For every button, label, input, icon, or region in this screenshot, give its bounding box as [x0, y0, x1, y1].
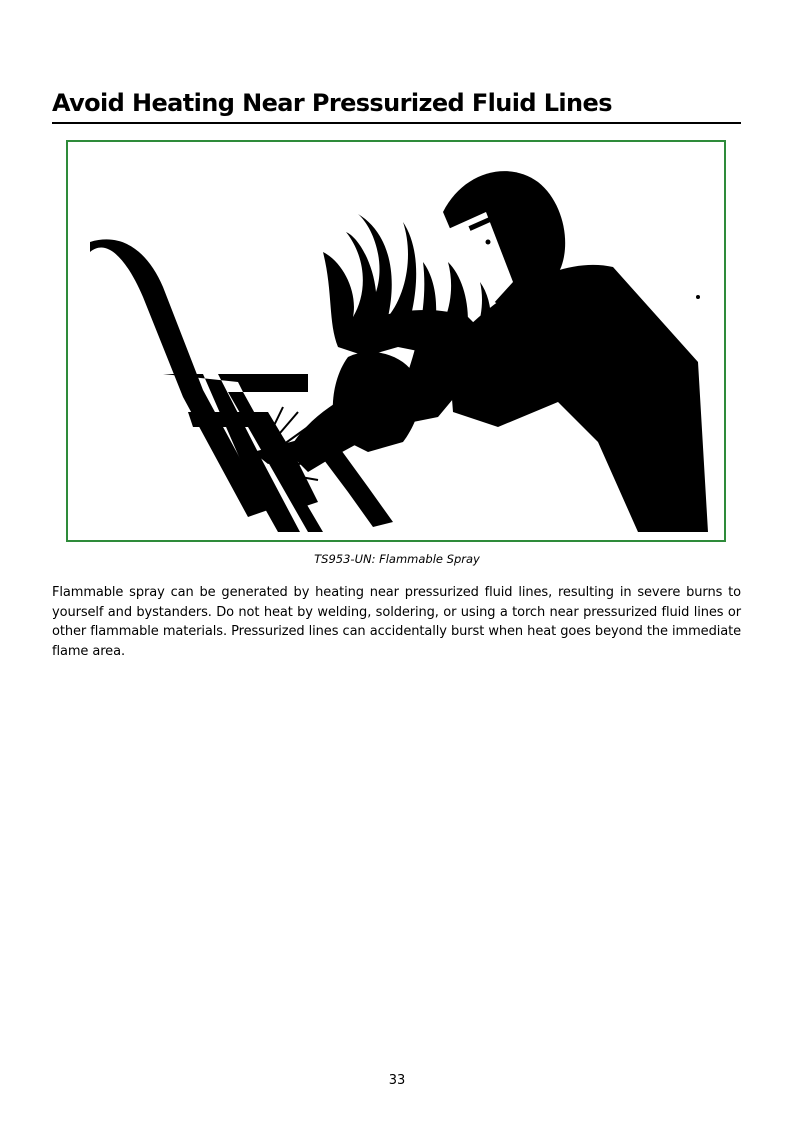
- body-paragraph: Flammable spray can be generated by heating near pressurized fluid lines, resulting in severe burns to yourself and bystanders. Do not heat by welding, soldering, or using a torch near pressurized fluid lines or other flammable materials. Pressurized lines can accidentally burst when heat goes beyond the immediate flame area.: [52, 585, 741, 659]
- page-number: 33: [388, 1073, 406, 1088]
- flame-left: [323, 214, 416, 357]
- title-underline: [52, 122, 741, 124]
- figure-caption: TS953-UN: Flammable Spray: [314, 552, 480, 566]
- figure-frame: [66, 140, 726, 542]
- flame-mid: [333, 352, 421, 452]
- welder-flammable-spray-illustration: [68, 142, 724, 540]
- page-title: Avoid Heating Near Pressurized Fluid Lines: [52, 89, 612, 117]
